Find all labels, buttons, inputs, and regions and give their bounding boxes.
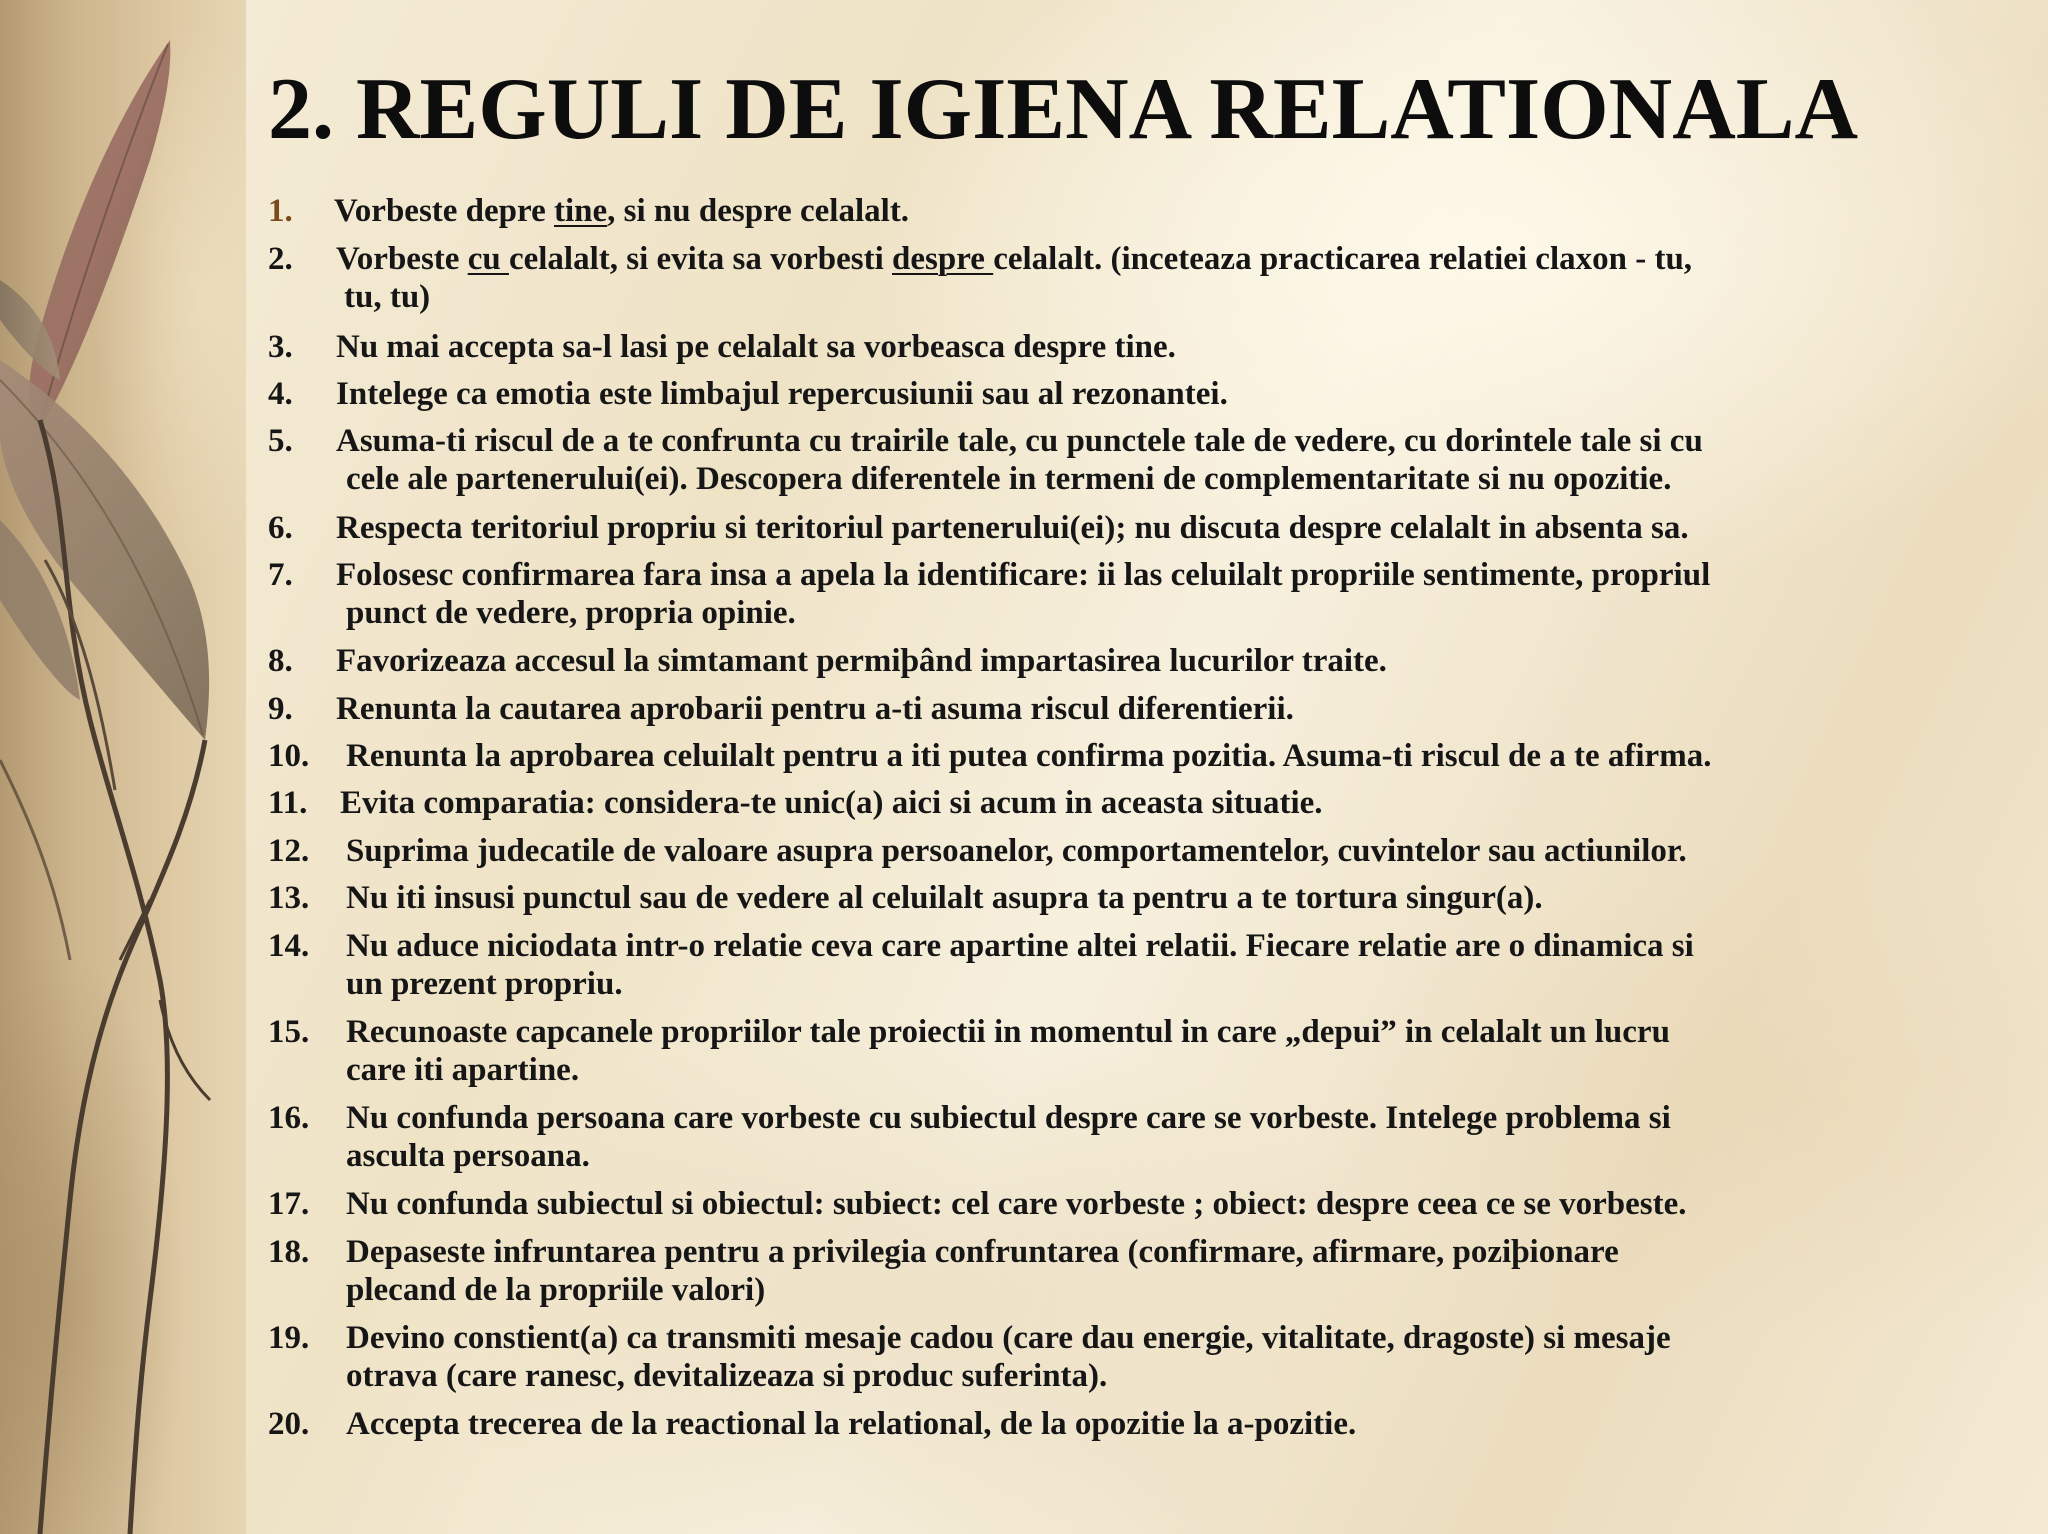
rule-text: Vorbeste cu celalalt, si evita sa vorbesti despre celalalt. (inceteaza practicarea relatiei claxon - tu, [336,241,1693,277]
list-item [268,192,2028,230]
rule-number: 4. [268,376,293,412]
rule-text: Depaseste infruntarea pentru a privilegia confruntarea (confirmare, afirmare, poziþionare [346,1234,1619,1270]
rule-number: 6. [268,510,293,546]
list-item [268,422,2028,498]
rule-text: Evita comparatia: considera-te unic(a) aici si acum in aceasta situatie. [340,785,1323,821]
list-item [268,1233,2028,1309]
rule-number: 10. [268,738,310,774]
rule-number: 8. [268,643,293,679]
rule-text-continued: punct de vedere, propria opinie. [346,595,796,631]
list-item [268,690,2028,728]
rule-text: Suprima judecatile de valoare asupra persoanelor, comportamentelor, cuvintelor sau actiunilor. [346,833,1687,869]
rule-text-continued: asculta persoana. [346,1138,590,1174]
rule-text: Respecta teritoriul propriu si teritoriul partenerului(ei); nu discuta despre celalalt in absenta sa. [336,510,1689,546]
rule-text: Asuma-ti riscul de a te confrunta cu trairile tale, cu punctele tale de vedere, cu dorintele tale si cu [336,423,1703,459]
dried-leaf-decoration [0,0,260,1534]
rule-text-continued: plecand de la propriile valori) [346,1272,766,1308]
list-item [268,642,2028,680]
rule-number: 3. [268,329,293,365]
rule-text: Nu iti insusi punctul sau de vedere al celuilalt asupra ta pentru a te tortura singur(a). [346,880,1543,916]
rule-text: Accepta trecerea de la reactional la relational, de la opozitie la a-pozitie. [346,1406,1357,1442]
rule-text: Recunoaste capcanele propriilor tale proiectii in momentul in care „depui” in celalalt un lucru [346,1014,1670,1050]
rule-number: 9. [268,691,293,727]
rule-number: 20. [268,1406,310,1442]
rule-number: 16. [268,1100,310,1136]
rule-text: Renunta la aprobarea celuilalt pentru a iti putea confirma pozitia. Asuma-ti riscul de a te afirma. [346,738,1712,774]
rule-number: 5. [268,423,293,459]
rule-text: Folosesc confirmarea fara insa a apela la identificare: ii las celuilalt propriile sentimente, propriul [336,557,1711,593]
rule-number: 7. [268,557,293,593]
rule-text-continued: care iti apartine. [346,1052,580,1088]
list-item [268,1185,2028,1223]
list-item [268,240,2028,316]
list-item [268,832,2028,870]
list-item [268,879,2028,917]
rule-text: Nu confunda persoana care vorbeste cu subiectul despre care se vorbeste. Intelege problema si [346,1100,1671,1136]
list-item [268,1099,2028,1175]
rule-text-continued: un prezent propriu. [346,966,623,1002]
rule-number: 15. [268,1014,310,1050]
rule-text-continued: cele ale partenerului(ei). Descopera diferentele in termeni de complementaritate si nu opozitie. [346,461,1672,497]
rule-text: Nu confunda subiectul si obiectul: subiect: cel care vorbeste ; obiect: despre ceea ce se vorbeste. [346,1186,1687,1222]
leaf-shape [0,360,209,740]
rule-text: Favorizeaza accesul la simtamant permiþând impartasirea lucurilor traite. [336,643,1387,679]
list-item [268,509,2028,547]
stem [40,740,205,1534]
rule-number: 17. [268,1186,310,1222]
rule-text-continued: otrava (care ranesc, devitalizeaza si produc suferinta). [346,1358,1108,1394]
list-item [268,1013,2028,1089]
list-item [268,1319,2028,1395]
list-item [268,375,2028,413]
list-item [268,784,2028,822]
list-item [268,556,2028,632]
rule-number: 11. [268,785,308,821]
list-item [268,1405,2028,1443]
rule-number: 19. [268,1320,310,1356]
rule-text: Vorbeste depre tine, si nu despre celalalt. [334,193,910,229]
list-item [268,927,2028,1003]
list-item [268,328,2028,366]
rule-text: Devino constient(a) ca transmiti mesaje cadou (care dau energie, vitalitate, dragoste) si mesaje [346,1320,1671,1356]
rule-text-continued: tu, tu) [344,279,431,315]
rule-text: Renunta la cautarea aprobarii pentru a-ti asuma riscul diferentierii. [336,691,1294,727]
list-item [268,737,2028,775]
rule-text: Intelege ca emotia este limbajul repercusiunii sau al rezonantei. [336,376,1228,412]
rule-number: 2. [268,241,293,277]
rule-number: 13. [268,880,310,916]
slide-title: 2. REGULI DE IGIENA RELATIONALA [268,61,1859,158]
rule-number: 14. [268,928,310,964]
rule-text: Nu aduce niciodata intr-o relatie ceva care apartine altei relatii. Fiecare relatie are o dinamica si [346,928,1694,964]
rule-number: 1. [268,193,293,229]
rule-text: Nu mai accepta sa-l lasi pe celalalt sa vorbeasca despre tine. [336,329,1176,365]
rule-number: 18. [268,1234,310,1270]
rule-number: 12. [268,833,310,869]
